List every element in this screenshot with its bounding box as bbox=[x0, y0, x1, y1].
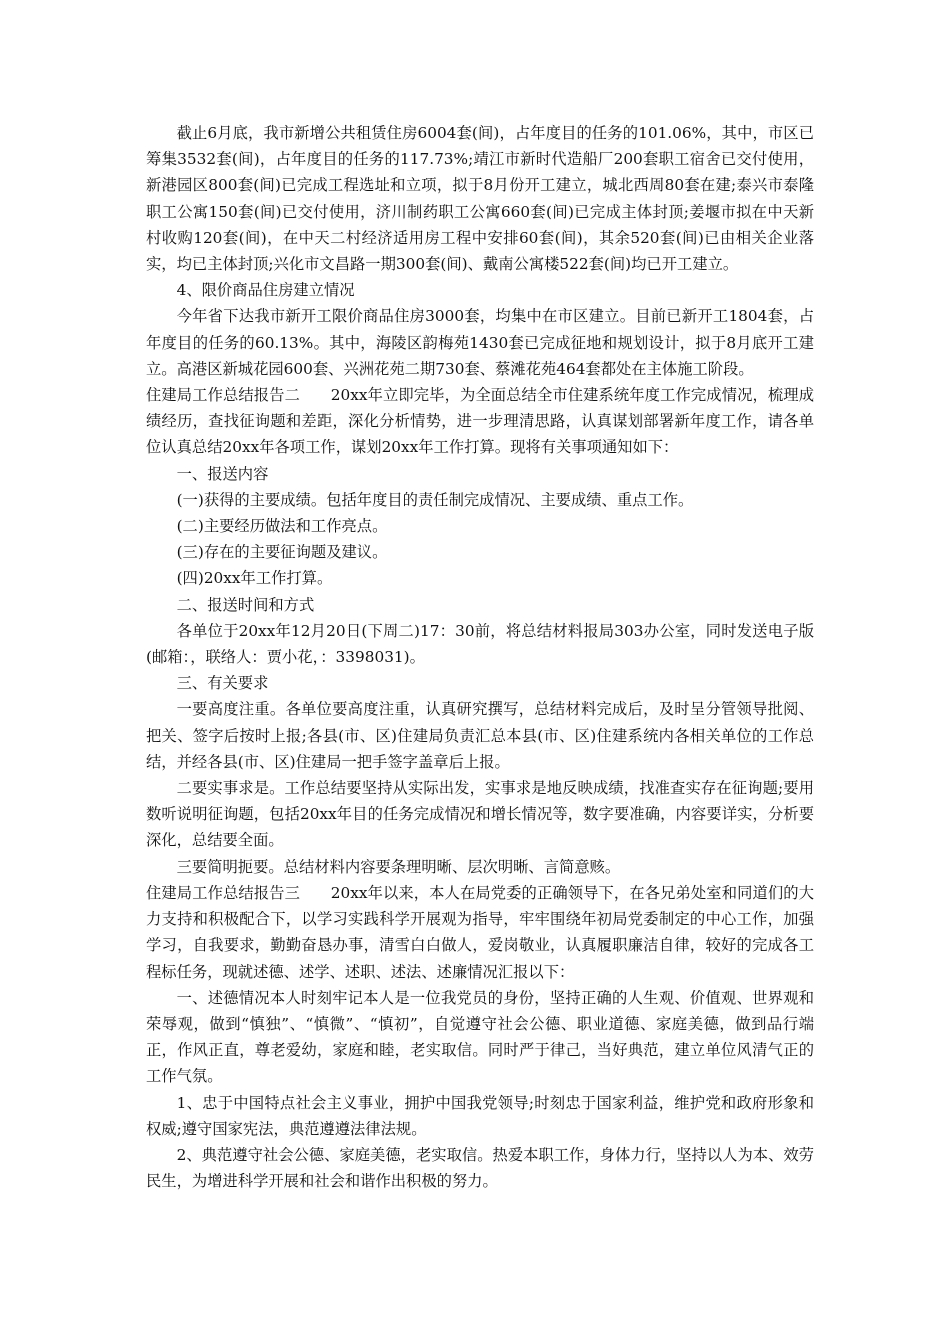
paragraph: 2、典范遵守社会公德、家庭美德，老实取信。热爱本职工作，身体力行，坚持以人为本、效劳民生，为增进科学开展和社会和谐作出积极的努力。 bbox=[146, 1145, 814, 1191]
section-heading: 一、报送内容 bbox=[176, 464, 269, 483]
paragraph: 一要高度注重。各单位要高度注重，认真研究撰写，总结材料完成后，及时呈分管领导批阅、把关、签字后按时上报;各县(市、区)住建局负责汇总本县(市、区)住建系统内各相关单位的工作总结，并经各县(市、区)住建局一把手签字盖章后上报。 bbox=[146, 700, 814, 771]
paragraph: 截止6月底，我市新增公共租赁住房6004套(间)，占年度目的任务的101.06%，其中，市区已筹集3532套(间)，占年度目的任务的117.73%;靖江市新时代造船厂200套职工宿舍已交付使用，新港园区800套(间)已完成工程选址和立项，拟于8月份开工建立，城北西周80套在建;泰兴市泰隆职工公寓150套(间)已交付使用，济川制药职工公寓660套(间)已完成主体封顶;姜堰市拟在中天新村收购120套(间)，在中天二村经济适用房工程中安排60套(间)，其余520套(间)已由相关企业落实，均已主体封顶;兴化市文昌路一期300套(间)、戴南公寓楼522套(间)均已开工建立。 bbox=[146, 124, 814, 274]
paragraph: 一、述德情况本人时刻牢记本人是一位我党员的身份，坚持正确的人生观、价值观、世界观和荣辱观，做到“慎独”、“慎微”、“慎初”，自觉遵守社会公德、职业道德、家庭美德，做到品行端正，作风正直，尊老爱幼，家庭和睦，老实取信。同时严于律己，当好典范，建立单位风清气正的工作气氛。 bbox=[146, 988, 814, 1086]
list-item: (三)存在的主要征询题及建议。 bbox=[176, 543, 388, 562]
paragraph: 三要简明扼要。总结材料内容要条理明晰、层次明晰、言简意赅。 bbox=[176, 857, 621, 876]
list-item: (二)主要经历做法和工作亮点。 bbox=[176, 517, 388, 536]
section-heading: 4、限价商品住房建立情况 bbox=[176, 281, 355, 300]
section-heading: 二、报送时间和方式 bbox=[176, 595, 315, 614]
paragraph: 1、忠于中国特点社会主义事业，拥护中国我党领导;时刻忠于国家利益，维护党和政府形象和权威;遵守国家宪法，典范遵遵法律法规。 bbox=[146, 1093, 814, 1138]
section-heading: 三、有关要求 bbox=[176, 674, 269, 693]
paragraph: 二要实事求是。工作总结要坚持从实际出发，实事求是地反映成绩，找准查实存在征询题;要用数听说明征询题，包括20xx年目的任务完成情况和增长情况等，数字要准确，内容要详实，分析要深化，总结要全面。 bbox=[146, 779, 814, 850]
document-page bbox=[146, 120, 814, 1194]
list-item: (四)20xx年工作打算。 bbox=[176, 569, 333, 588]
report-two-intro: 住建局工作总结报告二 20xx年立即完毕，为全面总结全市住建系统年度工作完成情况，梳理成绩经历，查找征询题和差距，深化分析情势，进一步理清思路，认真谋划部署新年度工作，请各单位认真总结20xx年各项工作，谋划20xx年工作打算。现将有关事项通知如下： bbox=[146, 386, 814, 457]
paragraph: 各单位于20xx年12月20日(下周二)17：30前，将总结材料报局303办公室，同时发送电子版(邮箱：，联络人：贾小花，：3398031)。 bbox=[146, 621, 814, 667]
paragraph: 今年省下达我市新开工限价商品住房3000套，均集中在市区建立。目前已新开工1804套，占年度目的任务的60.13%。其中，海陵区韵梅苑1430套已完成征地和规划设计，拟于8月底开工建立。高港区新城花园600套、兴洲花苑二期730套、蔡滩花苑464套都处在主体施工阶段。 bbox=[146, 307, 814, 378]
list-item: (一)获得的主要成绩。包括年度目的责任制完成情况、主要成绩、重点工作。 bbox=[176, 490, 694, 509]
report-three-intro: 住建局工作总结报告三 20xx年以来，本人在局党委的正确领导下，在各兄弟处室和同道们的大力支持和积极配合下，以学习实践科学开展观为指导，牢牢围绕年初局党委制定的中心工作，加强学习，自我要求，勤勤奋恳办事，清雪白白做人，爱岗敬业，认真履职廉洁自律，较好的完成各工程标任务，现就述德、述学、述职、述法、述廉情况汇报以下： bbox=[146, 883, 814, 981]
